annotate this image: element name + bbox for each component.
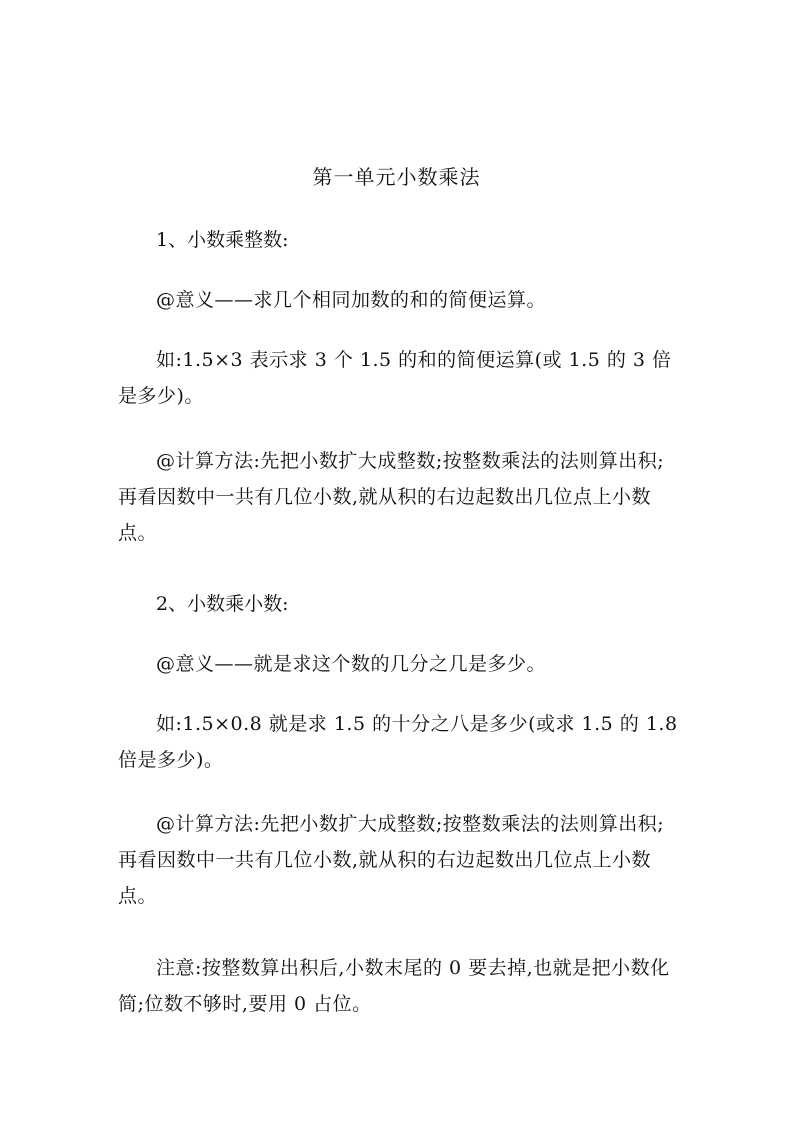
section-1-example: 如:1.5×3 表示求 3 个 1.5 的和的简便运算(或 1.5 的 3 倍是多少)。: [118, 349, 672, 407]
section-1-method: @计算方法:先把小数扩大成整数;按整数乘法的法则算出积;再看因数中一共有几位小数,就从积的右边起数出几位点上小数点。: [118, 450, 665, 544]
section-2-method: @计算方法:先把小数扩大成整数;按整数乘法的法则算出积;再看因数中一共有几位小数,就从积的右边起数出几位点上小数点。: [118, 813, 665, 907]
note-paragraph: 注意:按整数算出积后,小数末尾的 0 要去掉,也就是把小数化简;位数不够时,要用 0 占位。: [118, 957, 670, 1015]
section-2-heading: 2、小数乘小数:: [156, 593, 289, 615]
page-title: 第一单元小数乘法: [312, 165, 481, 189]
section-2-example: 如:1.5×0.8 就是求 1.5 的十分之八是多少(或求 1.5 的 1.8 倍是多少)。: [118, 713, 678, 771]
section-1-heading: 1、小数乘整数:: [156, 229, 289, 251]
section-2-meaning: @意义——就是求这个数的几分之几是多少。: [156, 653, 547, 675]
section-1-meaning: @意义——求几个相同加数的和的简便运算。: [156, 289, 547, 311]
